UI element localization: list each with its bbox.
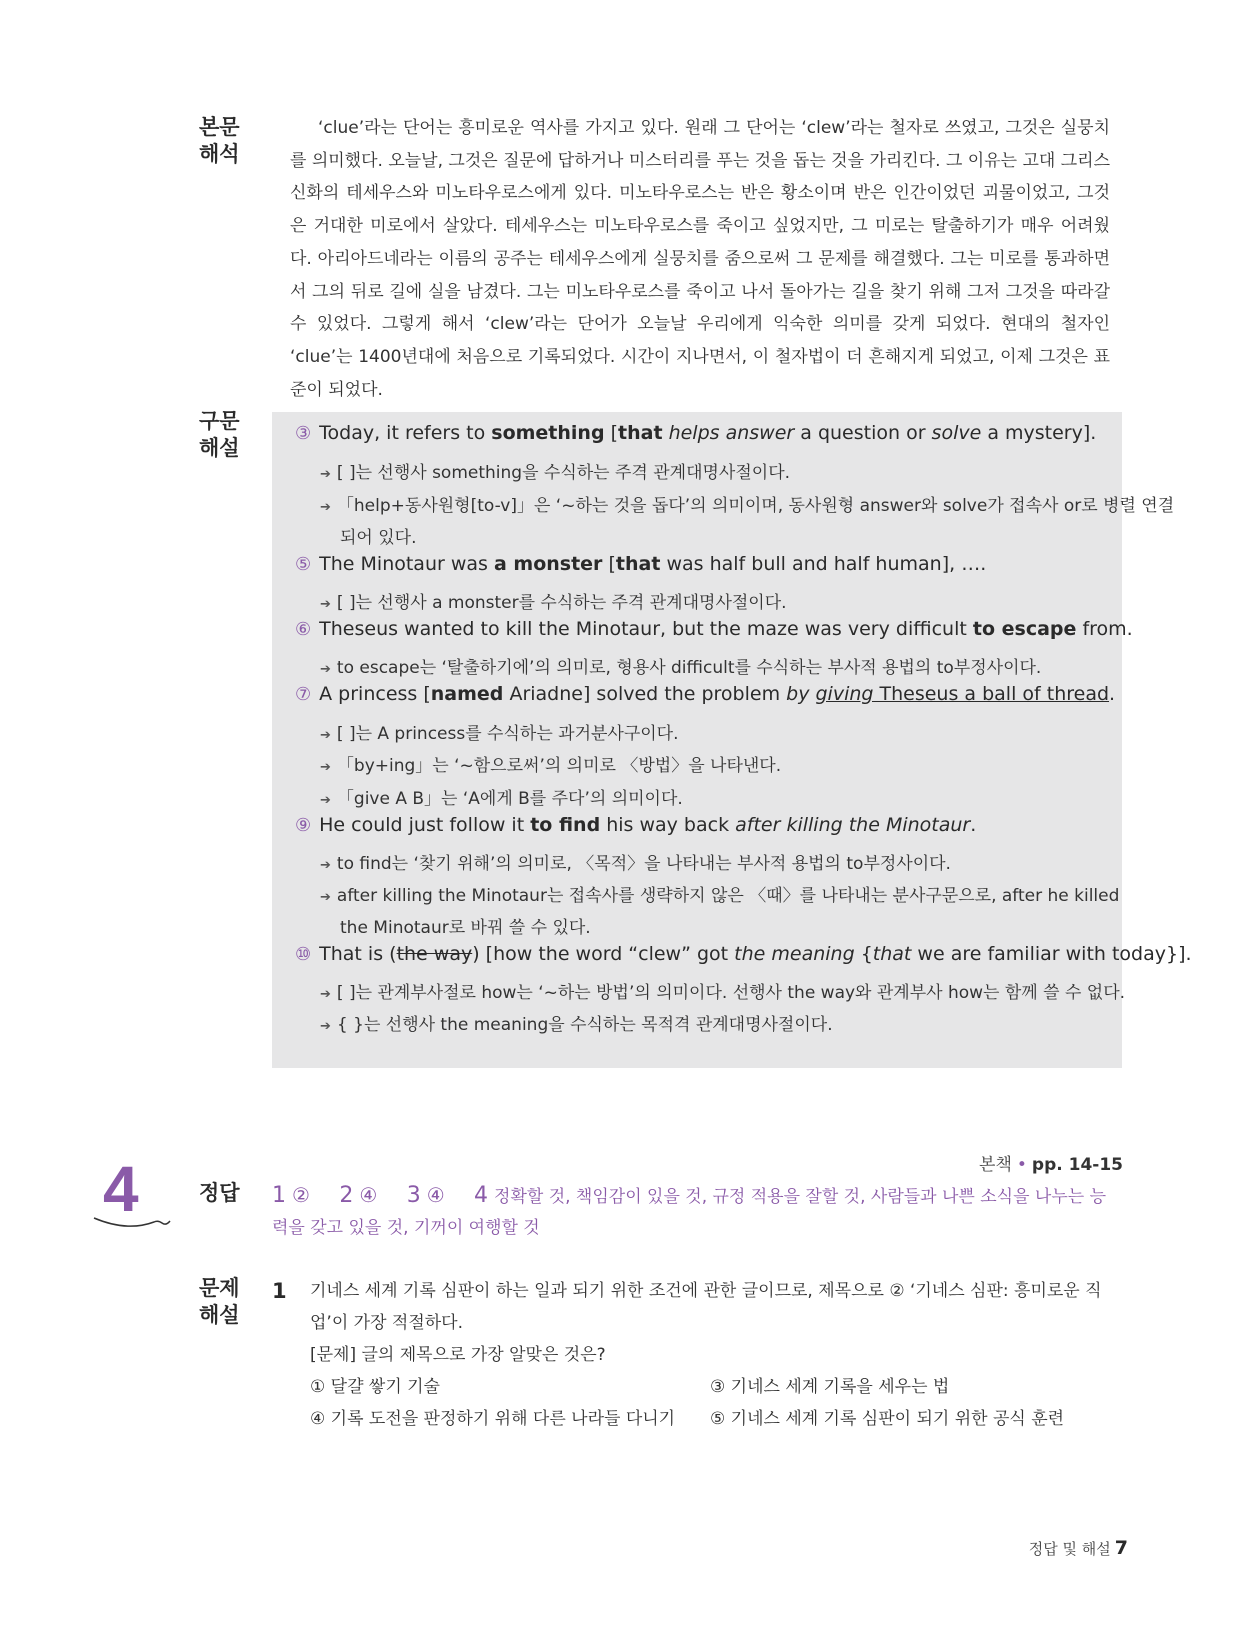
arrow-icon: ➔ [320,728,331,743]
page-footer [1029,1537,1128,1559]
sentence-number: ⑥ [295,619,312,640]
text: { [854,943,873,965]
answer-number: 1 [272,1183,286,1208]
italic-text: by [786,683,816,705]
text: That is ( [319,943,397,965]
text: A princess [ [319,683,431,705]
answer-number: 4 [474,1183,489,1208]
note [320,881,1119,906]
arrow-icon: ➔ [320,500,331,515]
answer-number: 2 [339,1183,354,1208]
grammar-box [272,412,1192,1068]
note [320,784,683,809]
underlined-italic-text: giving [815,683,874,705]
note [320,653,1041,678]
sentence-7 [295,683,1115,705]
note-text: 「by+ing」는 ‘~함으로써’의 의미로 〈방법〉을 나타낸다. [336,756,782,776]
bold-text: something [491,422,605,444]
text: . [1109,683,1116,705]
underlined-text: Theseus a ball of thread [873,683,1110,705]
label-line: 구문 [199,409,240,433]
sentence-10 [295,943,1192,965]
sentence-5 [295,553,986,575]
arrow-icon: ➔ [320,760,331,775]
note-text: [ ]는 선행사 a monster를 수식하는 주격 관계대명사절이다. [336,593,787,613]
note-text: [ ]는 선행사 something을 수식하는 주격 관계대명사절이다. [336,463,791,483]
arrow-icon: ➔ [320,467,331,482]
swoosh-decoration [92,1212,172,1234]
note [320,1010,833,1035]
page-ref-pages: pp. 14-15 [1031,1155,1123,1175]
text: ) [how the word “clew” got [472,943,735,965]
label-line: 해석 [199,142,240,166]
page-reference [979,1150,1123,1175]
answer-value: ④ [359,1183,378,1207]
answer-item [339,1183,377,1207]
bold-text: that [618,422,663,444]
translation-text: ‘clue’라는 단어는 흥미로운 역사를 가지고 있다. 원래 그 단어는 ‘clew’라는 철자로 쓰였고, 그것은 실뭉치를 의미했다. 오늘날, 그것은 질문에 답하거나 미스터리를 푸는 것을 돕는 것을 가리킨다. 그 이유는 고대 그리스 신화의 테세우스와 미노타우로스에게 있다. 미노타우로스는 반은 황소이며 반은 인간이었던 괴물이었고, 그것은 거대한 미로에서 살았다. 테세우스는 미노타우로스를 죽이고 싶었지만, 그 미로는 탈출하기가 매우 어려웠다. 아리아드네라는 이름의 공주는 테세우스에게 실뭉치를 줌으로써 그 문제를 해결했다. 그는 미로를 통과하면서 그의 뒤로 길에 실을 남겼다. 그는 미노타우로스를 죽이고 나서 돌아가는 길을 찾기 위해 그저 그것을 따라갈 수 있었다. 그렇게 해서 ‘clew’라는 단어가 오늘날 우리에게 익숙한 의미를 갖게 되었다. 현대의 철자인 ‘clue’는 1400년대에 처음으로 기록되었다. 시간이 지나면서, 이 철자법이 더 흔해지게 되었고, 이제 그것은 표준이 되었다. [290,118,1110,400]
label-line: 문제 [199,1276,240,1300]
footer-label: 정답 및 해설 [1028,1540,1111,1558]
text: The Minotaur was [319,553,494,575]
page-ref-label: 본책 [979,1155,1012,1175]
bold-text: a monster [493,553,603,575]
arrow-icon: ➔ [320,858,331,873]
note [320,719,679,744]
note-text: after killing the Minotaur는 접속사를 생략하지 않은 〈때〉를 나타내는 분사구문으로, after he killed [336,886,1120,906]
bold-text: to escape [972,618,1077,640]
problem-label [199,1275,249,1329]
translation-body [290,112,1110,406]
text: He could just follow it [319,814,531,836]
option: ③ 기네스 세계 기록을 세우는 법 [710,1377,950,1397]
note-continuation: the Minotaur로 바꿔 쓸 수 있다. [340,918,591,938]
section-number: 4 [103,1153,139,1225]
answer-item [272,1183,310,1207]
note-text: 「give A B」는 ‘A에게 B를 주다’의 의미이다. [336,789,683,809]
note-text: to find는 ‘찾기 위해’의 의미로, 〈목적〉을 나타내는 부사적 용법의 to부정사이다. [336,854,951,874]
text: Ariadne] solved the problem [503,683,787,705]
note-text: to escape는 ‘탈출하기에’의 의미로, 형용사 difficult를 수식하는 부사적 용법의 to부정사이다. [336,658,1042,678]
label-line: 본문 [199,115,240,139]
note-continuation: 되어 있다. [340,528,417,548]
note [320,978,1125,1003]
answer-4-text: 정확할 것, 책임감이 있을 것, 규정 적용을 잘할 것, 사람들과 나쁜 소식을 나누는 능력을 갖고 있을 것, 기꺼이 여행할 것 [272,1187,1106,1238]
note-text: [ ]는 A princess를 수식하는 과거분사구이다. [336,724,679,744]
note-text: { }는 선행사 the meaning을 수식하는 목적격 관계대명사절이다. [336,1015,833,1035]
answer-value: ④ [426,1183,445,1207]
italic-text: after killing the Minotaur [735,814,971,836]
italic-text: that [872,943,912,965]
text: his way back [600,814,736,836]
sentence-number: ⑤ [295,554,312,575]
italic-text: the meaning [734,943,855,965]
note [320,849,951,874]
answer-label: 정답 [199,1181,240,1205]
option-row [310,1371,1122,1403]
answer-number: 3 [406,1183,421,1208]
option: ④ 기록 도전을 판정하기 위해 다른 나라들 다니기 [310,1409,676,1429]
label-line: 해설 [199,436,240,460]
option: ⑤ 기네스 세계 기록 심판이 되기 위한 공식 훈련 [710,1409,1065,1429]
answer-item [407,1183,445,1207]
italic-text: solve [931,422,982,444]
text: . [970,814,977,836]
option: ① 달걀 쌓기 기술 [310,1377,440,1397]
label-line: 해설 [199,1303,240,1327]
arrow-icon: ➔ [320,662,331,677]
note [320,751,781,776]
sentence-9 [295,814,976,836]
sentence-number: ③ [295,423,312,444]
text: was half bull and half human], …. [660,553,987,575]
italic-text: helps answer [668,422,795,444]
explanation-text: 기네스 세계 기록 심판이 하는 일과 되기 위한 조건에 관한 글이므로, 제목으로 ② ‘기네스 심판: 흥미로운 직업’이 가장 적절하다. [310,1281,1102,1333]
bold-text: to find [530,814,601,836]
note [320,458,790,483]
option-row [310,1403,1122,1435]
text: we are familiar with today}]. [911,943,1192,965]
arrow-icon: ➔ [320,793,331,808]
sentence-number: ⑩ [295,944,312,965]
sentence-number: ⑨ [295,815,312,836]
arrow-icon: ➔ [320,597,331,612]
sentence-number: ⑦ [295,684,312,705]
answer-value: ② [292,1183,310,1207]
text: [ [604,422,619,444]
text: [ [602,553,616,575]
question-text: [문제] 글의 제목으로 가장 알맞은 것은? [310,1345,606,1365]
arrow-icon: ➔ [320,890,331,905]
sentence-3 [295,422,1096,444]
page-number: 7 [1114,1537,1128,1559]
translation-label [199,114,249,168]
text: from. [1076,618,1133,640]
note-text: [ ]는 관계부사절로 how는 ‘~하는 방법’의 의미이다. 선행사 the way와 관계부사 how는 함께 쓸 수 없다. [336,983,1126,1003]
arrow-icon: ➔ [320,1019,331,1034]
text: a mystery]. [981,422,1097,444]
strikethrough-text: the way [396,943,473,965]
problem-explanation [272,1275,1122,1435]
grammar-label [199,408,249,462]
text: Today, it refers to [319,422,492,444]
bold-text: named [430,683,504,705]
arrow-icon: ➔ [320,987,331,1002]
note [320,491,1174,516]
text: Theseus wanted to kill the Minotaur, but the maze was very difficult [319,618,973,640]
note [320,588,787,613]
answer-list [272,1180,1122,1244]
bullet-icon: • [1016,1155,1027,1175]
bold-text: that [615,553,661,575]
text: a question or [794,422,932,444]
note-text: 「help+동사원형[to-v]」은 ‘~하는 것을 돕다’의 의미이며, 동사원형 answer와 solve가 접속사 or로 병렬 연결 [336,496,1175,516]
problem-number: 1 [272,1279,287,1303]
sentence-6 [295,618,1133,640]
